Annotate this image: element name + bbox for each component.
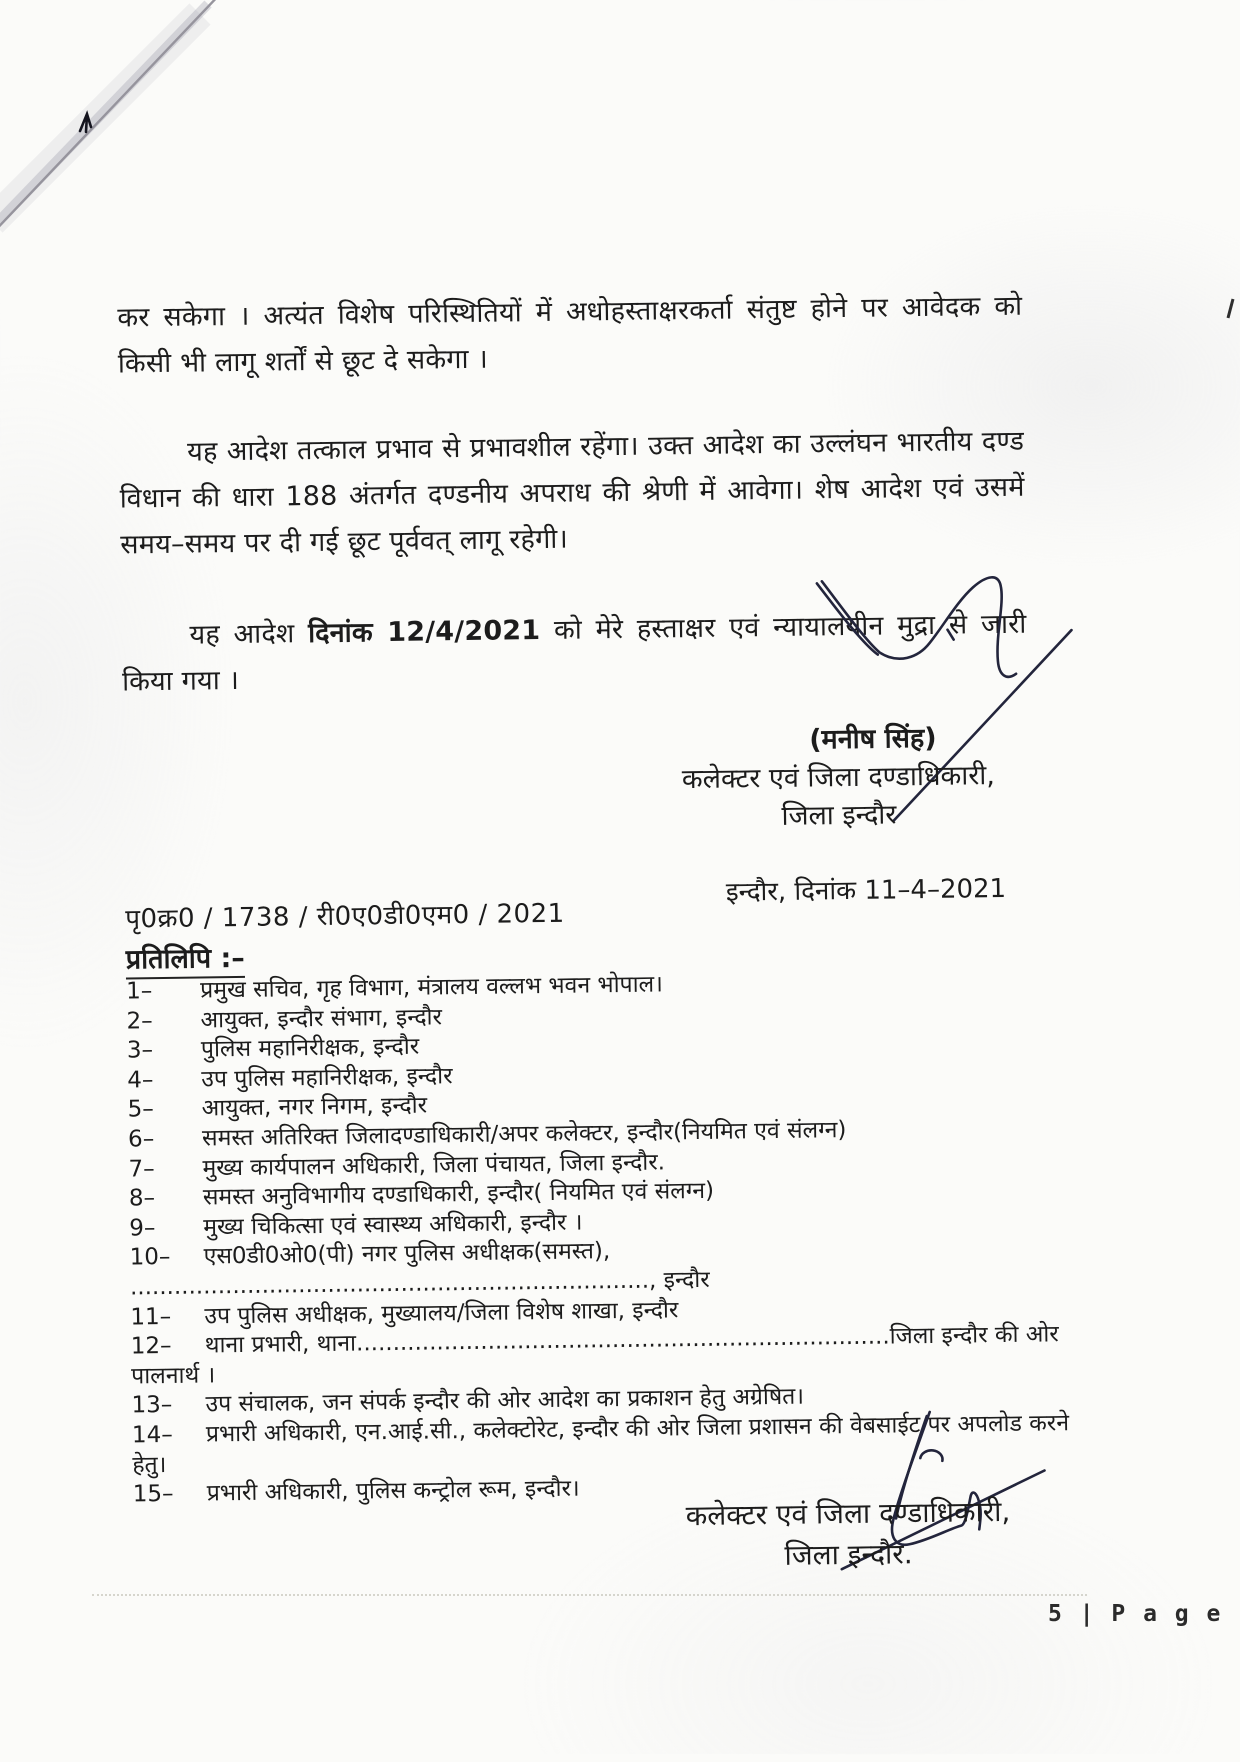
item-text: आयुक्त, नगर निगम, इन्दौर — [201, 1092, 428, 1122]
item-number: 7– — [128, 1155, 155, 1183]
item-text: थाना प्रभारी, थाना.........................................................................जिला इन्दौर की ओर पालनार्थ । — [131, 1321, 1059, 1390]
item-text: एस0डी0ओ0(पी) नगर पुलिस अधीक्षक(समस्त), ......................................................................., इन्दौर — [129, 1238, 710, 1301]
item-number: 5– — [127, 1096, 155, 1123]
item-number: 8– — [128, 1185, 156, 1212]
place-date-line: इन्दौर, दिनांक 11–4–2021 — [725, 873, 1007, 908]
item-number: 15– — [132, 1480, 174, 1508]
copies-heading: प्रतिलिपि :– — [125, 938, 245, 980]
item-text: उप संचालक, जन संपर्क इन्दौर की ओर आदेश का प्रकाशन हेतु अग्रेषित। — [205, 1383, 805, 1418]
footer-separator-line — [92, 1594, 1087, 1596]
item-text: मुख्य चिकित्सा एवं स्वास्थ्य अधिकारी, इन्दौर । — [203, 1209, 583, 1241]
reference-number: पृ0क्र0 / 1738 / री0ए0डी0एम0 / 2021 — [125, 898, 565, 935]
item-number: 6– — [127, 1126, 155, 1153]
item-number: 11– — [130, 1303, 172, 1330]
signature-block-collector — [623, 718, 1054, 838]
footer-signature-block — [623, 1490, 1074, 1578]
item-text: प्रभारी अधिकारी, एन.आई.सी., कलेक्टोरेट, इन्दौर की ओर जिला प्रशासन की वेबसाईट पर अपलोड करने हेतु। — [132, 1410, 1070, 1478]
item-text: प्रभारी अधिकारी, पुलिस कन्ट्रोल रूम, इन्दौर। — [206, 1475, 580, 1507]
item-number: 14– — [131, 1421, 173, 1449]
item-number: 9– — [129, 1214, 156, 1242]
paragraph-issue-date — [121, 602, 1027, 706]
item-number: 10– — [129, 1244, 171, 1271]
item-text: उप पुलिस महानिरीक्षक, इन्दौर — [201, 1062, 453, 1093]
page-number: 5 | P a g e — [1048, 1601, 1223, 1627]
item-number: 4– — [127, 1066, 154, 1094]
signatory-title: कलेक्टर एवं जिला दण्डाधिकारी, — [681, 760, 996, 796]
item-number: 3– — [126, 1037, 154, 1064]
copies-list — [126, 965, 1073, 1510]
item-text: आयुक्त, इन्दौर संभाग, इन्दौर — [200, 1003, 443, 1034]
issue-text-suffix: को मेरे हस्ताक्षर एवं न्यायालयीन मुद्रा से जारी किया गया । — [121, 608, 1027, 698]
item-text: समस्त अनुविभागीय दण्डाधिकारी, इन्दौर( नियमित एवं संलग्न) — [202, 1177, 715, 1211]
issue-text-prefix: यह आदेश — [189, 618, 309, 651]
paragraph-exemption: कर सकेगा । अत्यंत विशेष परिस्थितियों में अधोहस्ताक्षरकर्ता संतुष्ट होने पर आवेदक को किसी भी लागू शर्तों से छूट दे सकेगा । — [117, 290, 1023, 380]
issue-date: दिनांक 12/4/2021 — [307, 615, 541, 650]
item-text: प्रमुख सचिव, गृह विभाग, मंत्रालय वल्लभ भवन भोपाल। — [199, 971, 664, 1004]
item-number: 13– — [131, 1392, 173, 1419]
item-text: उप पुलिस अधीक्षक, मुख्यालय/जिला विशेष शाखा, इन्दौर — [204, 1296, 679, 1330]
item-number: 2– — [126, 1007, 153, 1035]
item-text: समस्त अतिरिक्त जिलादण्डाधिकारी/अपर कलेक्टर, इन्दौर(नियमित एवं संलग्न) — [201, 1117, 847, 1152]
item-number: 1– — [125, 978, 153, 1005]
item-number: 12– — [130, 1333, 172, 1360]
footer-signatory-district: जिला इन्दौर. — [784, 1537, 913, 1572]
footer-signatory-title: कलेक्टर एवं जिला दण्डाधिकारी, — [685, 1494, 1011, 1533]
item-text: पुलिस महानिरीक्षक, इन्दौर — [200, 1033, 420, 1063]
signatory-name: (मनीष सिंह) — [809, 722, 937, 756]
item-text: मुख्य कार्यपालन अधिकारी, जिला पंचायत, जिला इन्दौर. — [202, 1148, 666, 1182]
signatory-district: जिला इन्दौर — [781, 799, 897, 832]
paragraph-order-effect: यह आदेश तत्काल प्रभाव से प्रभावशील रहेंगा। उक्त आदेश का उल्लंघन भारतीय दण्ड विधान की धारा 188 अंतर्गत दण्डनीय अपराध की श्रेणी में आवेगा। शेष आदेश एवं उसमें समय–समय पर दी गई छूट पूर्ववत् लागू रहेगी। — [119, 425, 1025, 561]
